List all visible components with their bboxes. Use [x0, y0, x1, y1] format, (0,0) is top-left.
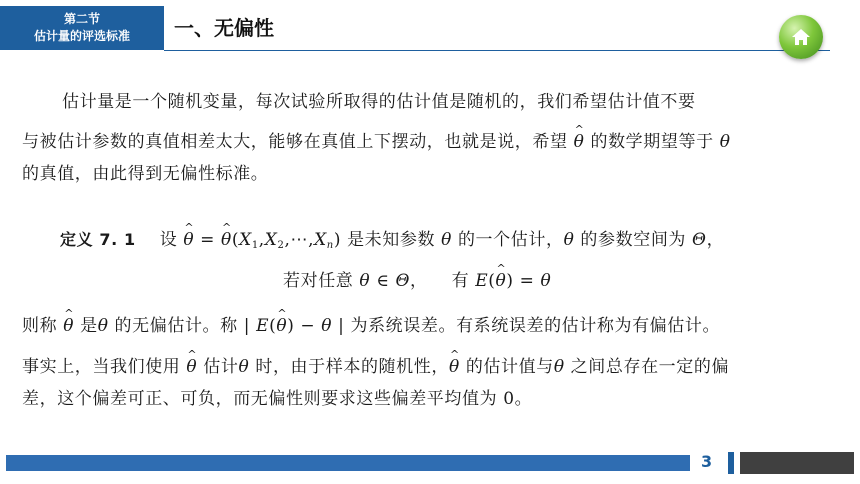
fact-text-e: 之间总存在一定的偏	[570, 357, 730, 377]
then-text-a: 则称	[22, 316, 58, 336]
footer-dark-block	[740, 452, 854, 474]
theta-hat: ^ θ	[183, 225, 194, 255]
intro-text-2a: 与被估计参数的真值相差太大，能够在真值上下摆动，也就是说，希望	[22, 132, 568, 152]
fact-line-2	[22, 384, 532, 414]
cond-text-b: 有	[451, 271, 470, 291]
definition-condition: 若对任意 θ ∈ Θ， 有 E(^ θ) = θ	[283, 266, 551, 296]
fact-text-2: 差，这个偏差可正、可负，而无偏性则要求这些偏差平均值为 0。	[22, 389, 533, 409]
cond-text-a: 若对任意	[283, 271, 354, 291]
footer-separator	[728, 452, 734, 474]
theta-hat: ^ θ	[574, 127, 585, 157]
def-text-d: 的参数空间为	[580, 230, 687, 250]
intro-text-3: 的真值，由此得到无偏性标准。	[22, 164, 269, 184]
home-button[interactable]	[779, 15, 823, 59]
theta-hat: ^ θ	[63, 311, 74, 341]
theta-hat: ^ θ	[186, 352, 197, 382]
fact-text-c: 时，由于样本的随机性，	[255, 357, 449, 377]
then-text-c: 的无偏估计。称	[114, 316, 238, 336]
theta-symbol: θ	[719, 132, 731, 152]
then-text-d: 为系统误差。有系统误差的估计称为有偏估计。	[350, 316, 721, 336]
page-title: 一、无偏性	[174, 16, 274, 40]
intro-line-1	[62, 87, 696, 117]
then-text-b: 是	[80, 316, 98, 336]
definition-line: 定义 7. 1 设 ^ θ = ^ $\theta(X_1,X_2,\cdots,X_n)$ 是未知参数 θ 的一个估计，θ 的参数空间为 Θ，	[60, 225, 724, 261]
unbiased-line: 则称 ^ θ 是θ 的无偏估计。称 | E(^ θ) − θ | 为系统误差。有系统误差的估计称为有偏估计。	[22, 311, 720, 341]
footer-bar	[6, 455, 690, 471]
intro-line-3	[22, 159, 268, 189]
page-number: 3	[701, 452, 713, 471]
header-divider	[164, 50, 830, 51]
def-text-b: 是未知参数	[347, 230, 436, 250]
fact-line-1: 事实上，当我们使用 ^ θ 估计θ 时，由于样本的随机性，^ θ 的估计值与θ 之间总存在一定的偏	[22, 352, 729, 382]
fact-text-a: 事实上，当我们使用	[22, 357, 181, 377]
fact-text-b: 估计	[203, 357, 239, 377]
home-icon	[790, 27, 812, 47]
def-text-c: 的一个估计，	[457, 230, 564, 250]
intro-text-1: 估计量是一个随机变量，每次试验所取得的估计值是随机的，我们希望估计值不要	[62, 92, 696, 112]
intro-text-2b: 的数学期望等于	[590, 132, 714, 152]
section-number: 第二节	[63, 12, 100, 26]
section-badge	[0, 6, 164, 50]
fact-text-d: 的估计值与	[465, 357, 554, 377]
intro-line-2	[22, 127, 731, 157]
section-title: 估计量的评选标准	[33, 29, 130, 43]
theta-hat: ^ θ	[221, 225, 232, 255]
definition-label: 定义 7. 1	[60, 230, 136, 249]
def-text-a: 设	[159, 230, 178, 250]
